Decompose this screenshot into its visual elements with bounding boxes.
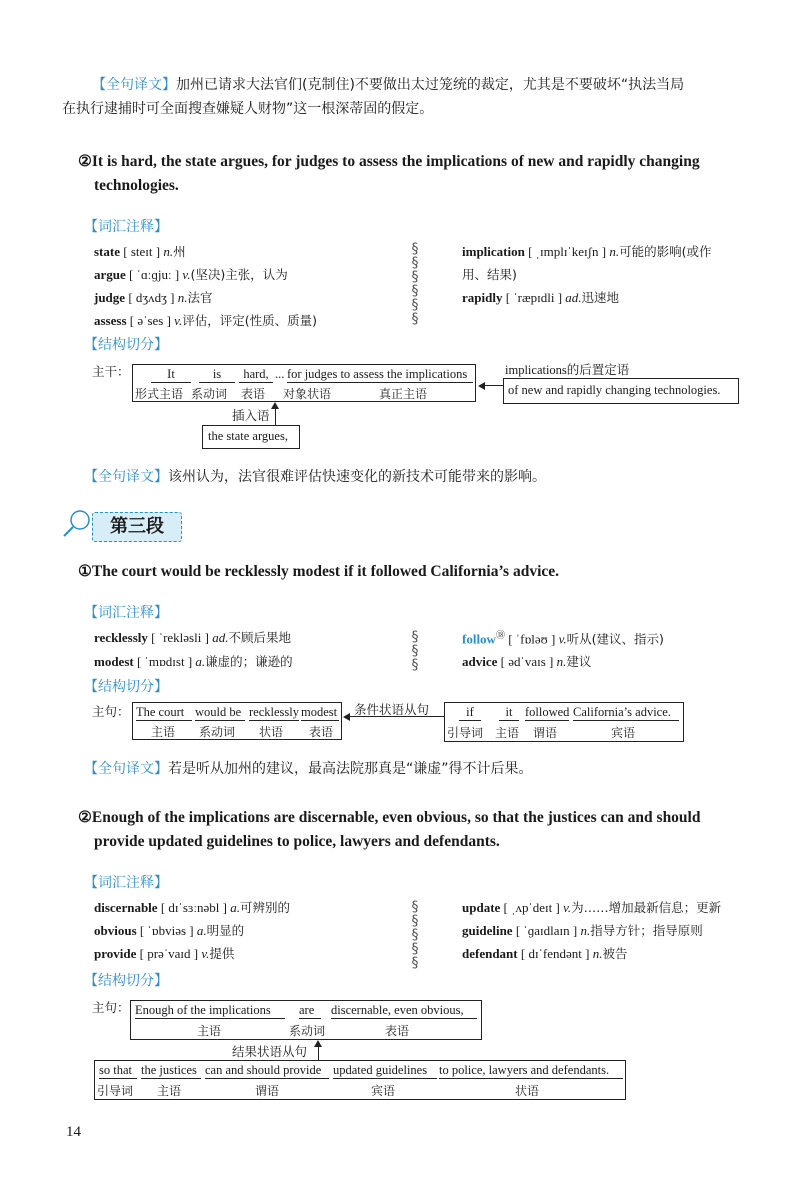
seg-can-should: can and should provide (205, 1063, 329, 1079)
vocab-tag: 【词汇注释】 (84, 605, 168, 621)
main-sentence-label: 主句： (92, 1000, 130, 1015)
seg-are: are (299, 1003, 321, 1019)
full-translation-tag: 【全句译文】 (84, 761, 168, 777)
sentence-2-line1: ②It is hard, the state argues, for judges to assess the implications of new and rapidly changing (78, 153, 700, 170)
section-title: 第三段 (92, 512, 182, 542)
label-adverbial: 状语 (515, 1084, 540, 1098)
vocab-item: judge [ dʒʌdʒ ] n.法官 (94, 290, 213, 305)
full-translation-tag: 【全句译文】 (84, 469, 168, 485)
vocab-item: modest [ ˈmɒdɪst ] a.谦虚的；谦逊的 (94, 654, 293, 669)
vocab-item: defendant [ dɪˈfendənt ] n.被告 (462, 946, 628, 961)
label-linking-verb: 系动词 (199, 725, 236, 739)
seg-justices: the justices (141, 1063, 201, 1079)
s2-translation-text: 该州认为，法官很难评估快速变化的新技术可能带来的影响。 (168, 469, 546, 485)
full-translation-tag: 【全句译文】 (92, 77, 176, 93)
insert-box (202, 425, 300, 449)
intro-translation-line2: 在执行逮捕时可全面搜查嫌疑人财物”这一根深蒂固的假定。 (62, 101, 434, 117)
seg-is: is (199, 367, 235, 383)
vocab-item: implication [ ˌɪmplɪˈkeɪʃn ] n.可能的影响(或作 (462, 244, 712, 259)
vocab-item: state [ steɪt ] n.州 (94, 244, 186, 259)
label-verb: 谓语 (255, 1084, 280, 1098)
structure-tag: 【结构切分】 (84, 679, 168, 695)
label-object-adverbial: 对象状语 (283, 387, 332, 401)
vocab-item: obvious [ ˈɒbviəs ] a.明显的 (94, 923, 245, 938)
postmod-box (503, 378, 739, 404)
intro-translation-line1: 加州已请求大法官们(克制住)不要做出太过笼统的裁定，尤其是不要破坏“执法当局 (176, 77, 685, 93)
label-guide-word: 引导词 (97, 1084, 134, 1098)
label-subject: 主语 (157, 1084, 182, 1098)
seg-hard: hard, (239, 367, 273, 383)
seg-to-police: to police, lawyers and defendants. (439, 1063, 623, 1079)
magnifier-icon (60, 506, 96, 540)
wavy-divider: § § § § § § (411, 241, 419, 327)
seg-it: it (499, 705, 519, 721)
main-sentence-label: 主句： (92, 704, 130, 719)
vocab-item: follow⑱ [ ˈfɒləʊ ] v.听从(建议、指示) (462, 630, 664, 647)
main-clause-box (132, 702, 342, 740)
connector-line (485, 385, 503, 386)
seg-followed: followed (525, 705, 570, 719)
structure-tag: 【结构切分】 (84, 973, 168, 989)
seg-updated: updated guidelines (333, 1063, 437, 1079)
arrow-up (271, 402, 279, 409)
label-subject: 主语 (151, 725, 176, 739)
seg-for: for judges to assess the implications (287, 367, 473, 383)
vocab-tag: 【词汇注释】 (84, 875, 168, 891)
vocab-item: assess [ əˈses ] v.评估，评定(性质、质量) (94, 313, 317, 328)
label-real-subject: 真正主语 (379, 387, 428, 401)
seg-if: if (459, 705, 481, 721)
sentence-2-line2: technologies. (94, 177, 179, 194)
arrow-left (343, 713, 350, 721)
seg-so-that: so that (99, 1063, 137, 1079)
seg-modest: modest (301, 705, 338, 719)
s2-translation (84, 466, 546, 488)
structure-tag: 【结构切分】 (84, 337, 168, 353)
vocab-item: guideline [ ˈɡaɪdlaɪn ] n.指导方针；指导原则 (462, 923, 703, 938)
seg-advice: California’s advice. (573, 705, 679, 721)
seg-dots: ... (275, 367, 285, 381)
label-guide-word: 引导词 (447, 726, 484, 740)
main-clause-box (132, 364, 476, 402)
p3-sentence-2-line2: provide updated guidelines to police, lawyers and defendants. (94, 833, 500, 850)
insert-label: 插入语 (232, 408, 270, 423)
label-predicative: 表语 (309, 725, 334, 739)
label-verb: 谓语 (533, 726, 558, 740)
arrow-left (478, 382, 485, 390)
result-clause-box (94, 1060, 626, 1100)
postmod-label: implications的后置定语 (505, 363, 630, 377)
wavy-divider: § § § (411, 629, 419, 673)
vocab-item: argue [ ˈɑːɡjuː ] v.(坚决)主张，认为 (94, 267, 288, 282)
seg-court: The court (136, 705, 192, 721)
p3-sentence-2-line1: ②Enough of the implications are discernable, even obvious, so that the justices can and should (78, 809, 701, 826)
seg-it: It (151, 367, 191, 383)
cond-clause-box (444, 702, 684, 742)
label-subject: 主语 (197, 1024, 222, 1038)
p3-sentence-1: ①The court would be recklessly modest if it followed California’s advice. (78, 563, 560, 580)
arrow-up (314, 1040, 322, 1047)
p3s1-translation (84, 758, 533, 780)
page-number: 14 (66, 1124, 81, 1140)
intro-translation (92, 74, 772, 96)
label-formal-subject: 形式主语 (135, 387, 184, 401)
label-object: 宾语 (371, 1084, 396, 1098)
seg-would: would be (195, 705, 245, 721)
p3s1-translation-text: 若是听从加州的建议，最高法院那真是“谦虚”得不计后果。 (168, 761, 533, 777)
main-clause-label: 主干： (92, 364, 130, 379)
label-linking-verb: 系动词 (191, 387, 228, 401)
seg-recklessly: recklessly (249, 705, 299, 719)
main-clause-box (130, 1000, 482, 1040)
vocab-item: advice [ ədˈvaɪs ] n.建议 (462, 654, 592, 669)
vocab-tag: 【词汇注释】 (84, 219, 168, 235)
cond-label: 条件状语从句 (354, 702, 430, 717)
label-predicative: 表语 (385, 1024, 410, 1038)
vocab-item: recklessly [ ˈrekləsli ] ad.不顾后果地 (94, 630, 291, 645)
vocab-item: provide [ prəˈvaɪd ] v.提供 (94, 946, 235, 961)
vocab-item-cont: 用、结果) (462, 267, 517, 282)
label-predicative: 表语 (241, 387, 266, 401)
label-linking-verb: 系动词 (289, 1024, 326, 1038)
result-label: 结果状语从句 (232, 1044, 308, 1059)
insert-text: the state argues, (208, 429, 288, 443)
label-object: 宾语 (611, 726, 636, 740)
label-adverbial: 状语 (259, 725, 284, 739)
vocab-item: discernable [ dɪˈsɜːnəbl ] a.可辨别的 (94, 900, 290, 915)
wavy-divider: § § § § § (411, 899, 419, 971)
label-subject: 主语 (495, 726, 520, 740)
vocab-item: rapidly [ ˈræpɪdli ] ad.迅速地 (462, 290, 620, 305)
vocab-item: update [ ˌʌpˈdeɪt ] v.为……增加最新信息；更新 (462, 900, 722, 915)
postmod-text: of new and rapidly changing technologies. (508, 383, 721, 397)
seg-discernable: discernable, even obvious, (331, 1003, 477, 1019)
seg-enough: Enough of the implications (135, 1003, 285, 1019)
